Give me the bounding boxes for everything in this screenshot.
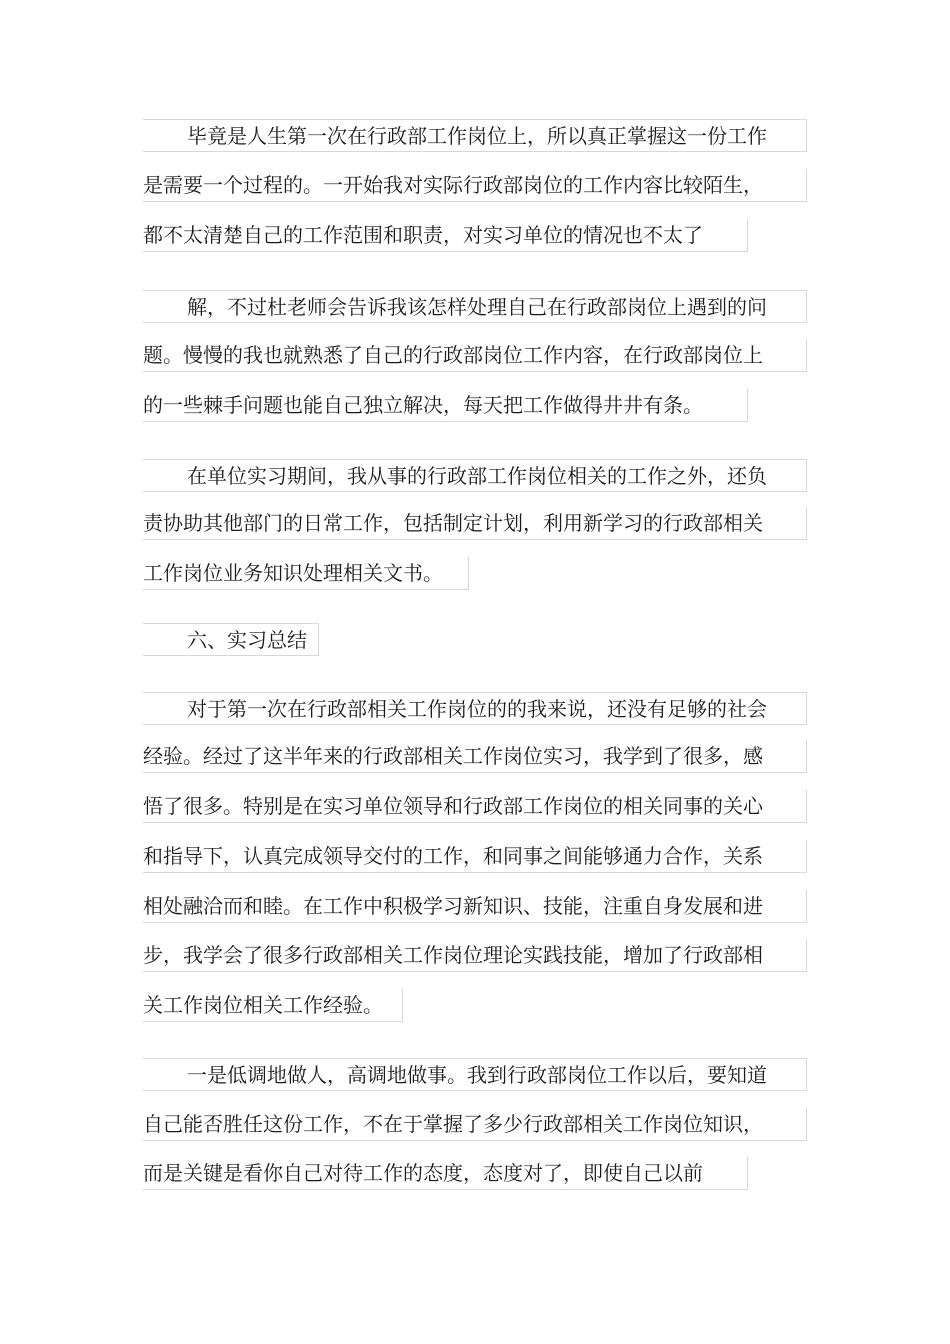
- text-line: 相处融洽而和睦。在工作中积极学习新知识、技能，注重自身发展和进: [143, 890, 807, 923]
- text-line: 一是低调地做人，高调地做事。我到行政部岗位工作以后，要知道: [143, 1058, 807, 1091]
- text-line: 和指导下，认真完成领导交付的工作，和同事之间能够通力合作，关系: [143, 840, 807, 873]
- text-line: 对于第一次在行政部相关工作岗位的的我来说，还没有足够的社会: [143, 692, 807, 725]
- text-line: 在单位实习期间，我从事的行政部工作岗位相关的工作之外，还负: [143, 459, 807, 492]
- text-line: 关工作岗位相关工作经验。: [143, 989, 403, 1022]
- text-line: 经验。经过了这半年来的行政部相关工作岗位实习，我学到了很多，感: [143, 740, 807, 773]
- text-line: 责协助其他部门的日常工作，包括制定计划，利用新学习的行政部相关: [143, 507, 807, 540]
- text-line: 解，不过杜老师会告诉我该怎样处理自己在行政部岗位上遇到的问: [143, 290, 807, 323]
- text-line: 是需要一个过程的。一开始我对实际行政部岗位的工作内容比较陌生，: [143, 169, 807, 202]
- text-line: 毕竟是人生第一次在行政部工作岗位上，所以真正掌握这一份工作: [143, 119, 807, 152]
- text-line: 自己能否胜任这份工作，不在于掌握了多少行政部相关工作岗位知识，: [143, 1108, 807, 1141]
- section-title: 六、实习总结: [143, 623, 319, 656]
- text-line: 而是关键是看你自己对待工作的态度，态度对了，即使自己以前: [143, 1157, 748, 1190]
- text-line: 悟了很多。特别是在实习单位领导和行政部工作岗位的相关同事的关心: [143, 790, 807, 823]
- text-line: 的一些棘手问题也能自己独立解决，每天把工作做得井井有条。: [143, 389, 748, 422]
- text-line: 工作岗位业务知识处理相关文书。: [143, 557, 469, 590]
- text-line: 步，我学会了很多行政部相关工作岗位理论实践技能，增加了行政部相: [143, 939, 807, 972]
- text-line: 都不太清楚自己的工作范围和职责，对实习单位的情况也不太了: [143, 219, 748, 252]
- text-line: 题。慢慢的我也就熟悉了自己的行政部岗位工作内容，在行政部岗位上: [143, 339, 807, 372]
